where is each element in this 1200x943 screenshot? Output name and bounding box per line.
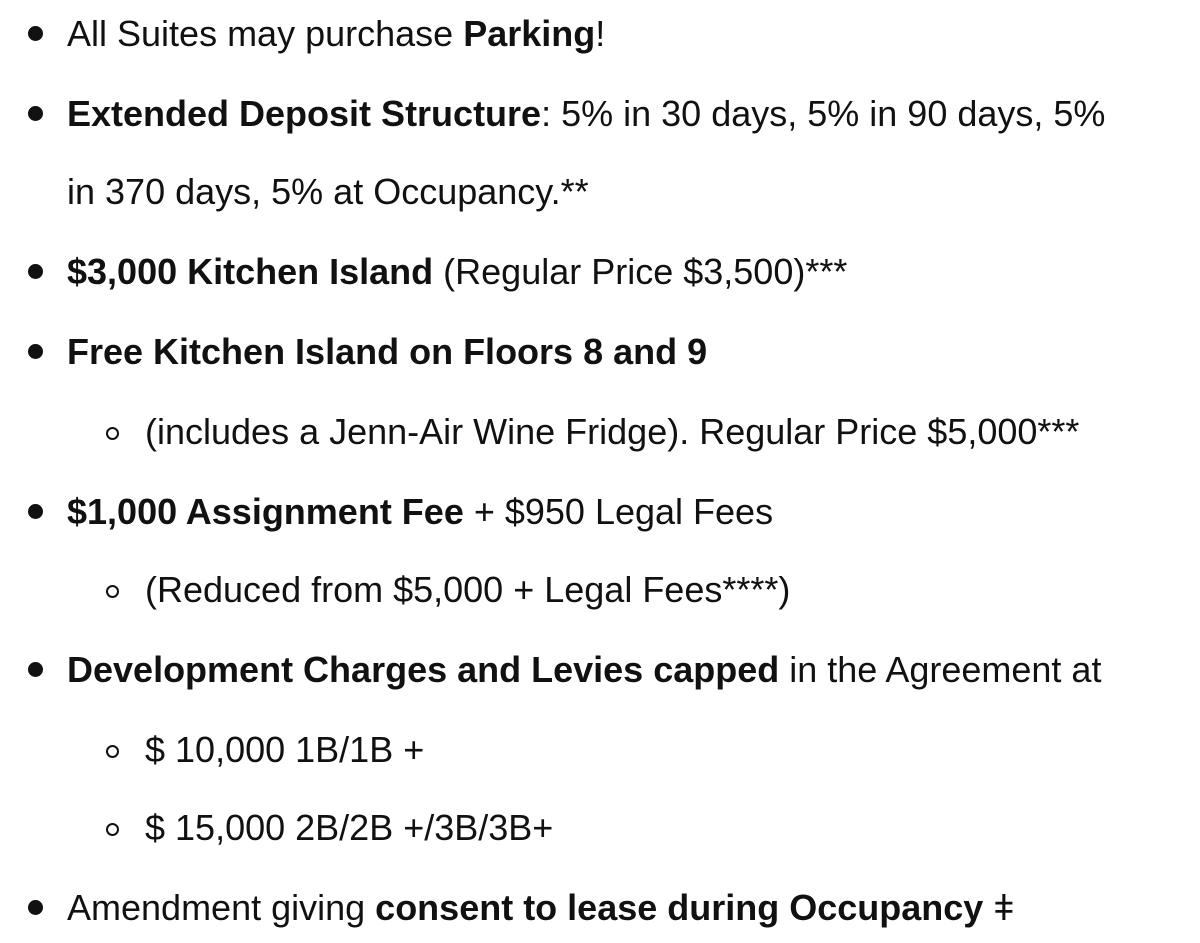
bullet-icon [28, 264, 43, 279]
list-item-text [67, 330, 707, 374]
bold-run: Parking [463, 13, 596, 54]
list-item-text [67, 250, 847, 294]
circle-bullet-icon [106, 585, 119, 598]
text-run: ǂ [983, 887, 1015, 928]
bullet-icon [28, 662, 43, 677]
circle-bullet-icon [106, 427, 119, 440]
text-run: ! [595, 13, 606, 54]
bold-run: Development Charges and Levies capped [67, 649, 780, 690]
bullet-icon [28, 344, 43, 359]
list-item-text [67, 12, 605, 56]
bullet-icon [28, 106, 43, 121]
sub-item-text: $ 15,000 2B/2B +/3B/3B+ [145, 807, 554, 848]
continuation-text: in 370 days, 5% at Occupancy.** [67, 171, 589, 212]
circle-bullet-icon [106, 823, 119, 836]
text-run: : 5% in 30 days, 5% in 90 days, 5% [541, 93, 1106, 134]
text-run: (Regular Price $3,500)*** [433, 251, 848, 292]
bold-run: $1,000 Assignment Fee [67, 491, 464, 532]
bullet-icon [28, 504, 43, 519]
text-run: Amendment giving [67, 887, 376, 928]
text-run: All Suites may purchase [67, 13, 464, 54]
sub-item-text: $ 10,000 1B/1B + [145, 729, 425, 770]
bold-run: Extended Deposit Structure [67, 93, 542, 134]
sub-item-text: (Reduced from $5,000 + Legal Fees****) [145, 569, 791, 610]
sub-item-text: (includes a Jenn-Air Wine Fridge). Regular Price $5,000*** [145, 411, 1080, 452]
text-run: + $950 Legal Fees [463, 491, 774, 532]
bold-run: Free Kitchen Island on Floors 8 and 9 [67, 331, 708, 372]
list-item-text [67, 886, 1014, 930]
list-item-text [67, 648, 1101, 692]
list-item-text [67, 490, 773, 534]
bold-run: $3,000 Kitchen Island [67, 251, 434, 292]
bold-run: consent to lease during Occupancy [375, 887, 984, 928]
list-item-text [67, 92, 1105, 136]
text-run: in the Agreement at [779, 649, 1102, 690]
bullet-icon [28, 26, 43, 41]
bullet-icon [28, 900, 43, 915]
circle-bullet-icon [106, 745, 119, 758]
